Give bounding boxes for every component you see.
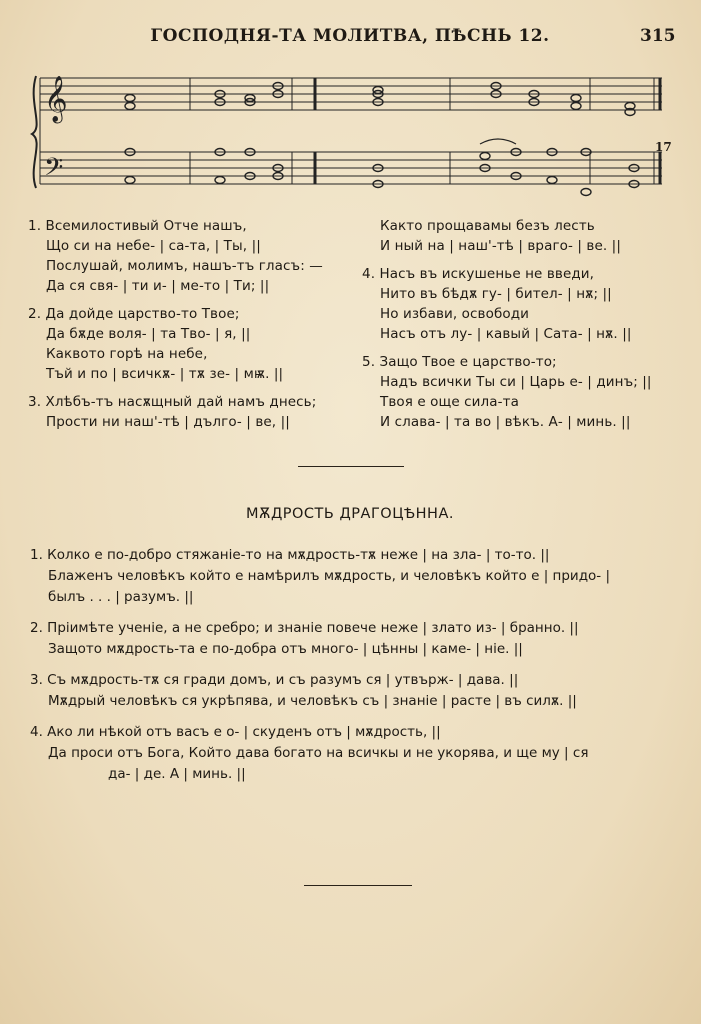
hymn-right-column bbox=[362, 216, 682, 440]
proverb-verse-3 bbox=[30, 670, 690, 712]
verse-line: 3. Хлѣбъ-тъ насѫщный дай намъ днесь; bbox=[28, 394, 317, 410]
hymn-verse-4 bbox=[362, 264, 682, 344]
hymn-verse-1 bbox=[28, 216, 358, 296]
verse-line: 5. Защо Твое е царство-то; bbox=[362, 354, 557, 370]
proverb-verse-2 bbox=[30, 618, 690, 660]
svg-text:𝄞: 𝄞 bbox=[44, 76, 68, 122]
verse-line: да- | де. А | минь. || bbox=[108, 766, 246, 782]
verse-line: Мѫдрый человѣкъ ся укрѣпява, и человѣкъ съ | знаніе | расте | въ силѫ. || bbox=[48, 693, 577, 709]
verse-line: Блаженъ человѣкъ който е намѣрилъ мѫдрость, и человѣкъ който е | придо- | bbox=[48, 568, 611, 584]
verse-line: Защото мѫдрость-та е по-добра отъ много- | цѣнны | каме- | ніе. || bbox=[48, 641, 523, 657]
verse-line: Прости ни наш'-тѣ | дългo- | ве, || bbox=[46, 414, 290, 430]
music-score bbox=[30, 72, 680, 212]
hymn-left-column bbox=[28, 216, 358, 440]
verse-line: 1. Всемилостивый Отче нашъ, bbox=[28, 218, 247, 234]
verse-line: Тъй и по | всичкѫ- | тѫ зе- | мѭ. || bbox=[46, 366, 284, 382]
verse-line: Но избави, освободи bbox=[380, 306, 530, 322]
end-divider bbox=[304, 885, 412, 886]
hymn-verse-3 bbox=[28, 392, 358, 432]
verse-line: Каквото горѣ на небе, bbox=[46, 346, 208, 362]
page-number: 315 bbox=[640, 26, 676, 46]
hymn-verse-2 bbox=[28, 304, 358, 384]
verse-line: 3. Съ мѫдрость-тѫ ся гради домъ, и съ разумъ ся | утвърж- | дава. || bbox=[30, 672, 519, 688]
proverbs-section bbox=[30, 545, 690, 795]
verse-line: 4. Насъ въ искушенье не введи, bbox=[362, 266, 595, 282]
svg-text:𝄢: 𝄢 bbox=[44, 153, 64, 188]
verse-line: Що си на небе- | са-та, | Ты, || bbox=[46, 238, 261, 254]
verse-line: Нито въ бѣдѫ гу- | бител- | нѫ; || bbox=[380, 286, 612, 302]
section-divider bbox=[298, 466, 404, 467]
proverb-verse-4 bbox=[30, 722, 690, 785]
hymn-verse-5 bbox=[362, 352, 682, 432]
verse-line: Да проси отъ Бога, Който дава богато на всичкы и не укорява, и ще му | ся bbox=[48, 745, 589, 761]
section-title: МѪДРОСТЬ ДРАГОЦѢННА. bbox=[246, 506, 454, 522]
verse-line: Насъ отъ лу- | кавый | Сата- | нѫ. || bbox=[380, 326, 632, 342]
verse-line: Да бѫде воля- | та Тво- | я, || bbox=[46, 326, 251, 342]
verse-line: былъ . . . | разумъ. || bbox=[48, 589, 194, 605]
hymn-verse-3-cont bbox=[362, 216, 682, 256]
running-header: ГОСПОДНЯ-ТА МОЛИТВА, ПѢСНЬ 12. bbox=[150, 26, 550, 46]
verse-line: 2. Пріимѣте ученіе, а не сребро; и знаніе повече неже | злато из- | бранно. || bbox=[30, 620, 579, 636]
tune-number: 17 bbox=[655, 140, 672, 154]
verse-line: Твоя е още сила-та bbox=[380, 394, 519, 410]
verse-line: Послушай, молимъ, нашъ-тъ гласъ: — bbox=[46, 258, 323, 274]
verse-line: И слава- | та во | вѣкъ. А- | минь. || bbox=[380, 414, 631, 430]
verse-line: 4. Ако ли нѣкой отъ васъ е о- | скуденъ отъ | мѫдрость, || bbox=[30, 724, 441, 740]
verse-line: 2. Да дойде царство-то Твое; bbox=[28, 306, 240, 322]
verse-line: 1. Колко е по-добро стяжаніе-то на мѫдрость-тѫ неже | на зла- | то-то. || bbox=[30, 547, 550, 563]
verse-line: И ный на | наш'-тѣ | враго- | ве. || bbox=[380, 238, 621, 254]
verse-line: Надъ всички Ты си | Царь е- | динъ; || bbox=[380, 374, 652, 390]
proverb-verse-1 bbox=[30, 545, 690, 608]
verse-line: Както прощавамы безъ лесть bbox=[380, 218, 595, 234]
verse-line: Да ся свя- | ти и- | ме-то | Ти; || bbox=[46, 278, 270, 294]
